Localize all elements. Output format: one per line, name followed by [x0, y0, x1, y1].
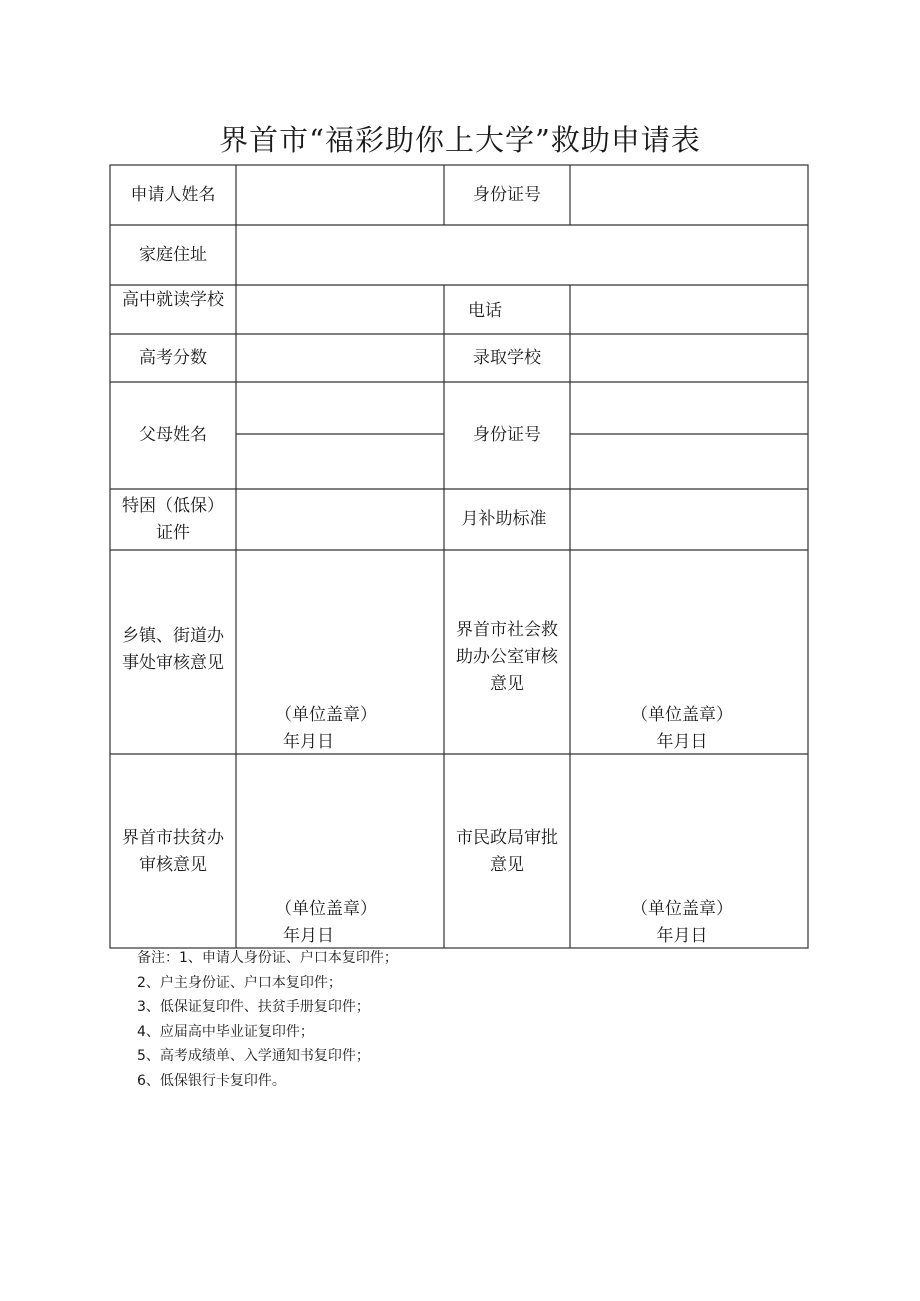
town-opinion-label-line-2: 事处审核意见	[122, 653, 224, 673]
poverty-office-stamp	[256, 896, 396, 950]
poverty-office-field[interactable]	[237, 755, 443, 895]
special-cert-label	[110, 489, 236, 550]
note-line: 2、户主身份证、户口本复印件；	[137, 974, 342, 991]
town-opinion-label-line-1: 乡镇、街道办	[122, 626, 224, 646]
high-school-label: 高中就读学校	[122, 290, 224, 310]
applicant-name-field[interactable]	[237, 166, 443, 224]
applicant-name-label: 申请人姓名	[130, 184, 216, 205]
town-stamp-text: （单位盖章）	[275, 705, 377, 725]
id-number-label: 身份证号	[473, 184, 541, 205]
form-title: 界首市“福彩助你上大学”救助申请表	[219, 123, 701, 157]
town-date-text: 年月日	[283, 732, 334, 752]
special-cert-field[interactable]	[237, 490, 443, 549]
exam-score-field[interactable]	[237, 335, 443, 381]
relief-office-label-line-3: 意见	[490, 673, 524, 694]
special-cert-label-line-1: 特困（低保）	[122, 495, 224, 516]
relief-office-label	[444, 616, 570, 698]
poverty-office-date-text: 年月日	[283, 926, 334, 946]
admitted-school-field[interactable]	[571, 335, 807, 381]
mother-id-field[interactable]	[571, 435, 807, 488]
relief-office-field[interactable]	[571, 551, 807, 701]
note-line: 3、低保证复印件、扶贫手册复印件；	[137, 999, 370, 1015]
town-opinion-field[interactable]	[237, 551, 443, 701]
notes-section	[137, 946, 398, 1093]
parents-id-label: 身份证号	[473, 425, 541, 445]
note-line: 5、高考成绩单、入学通知书复印件；	[137, 1048, 370, 1064]
home-address-field[interactable]	[237, 226, 807, 284]
admitted-school-label: 录取学校	[473, 347, 541, 368]
relief-office-stamp-text: （单位盖章）	[631, 705, 733, 725]
civil-affairs-label-line-2: 意见	[490, 855, 524, 875]
poverty-office-label-line-1: 界首市扶贫办	[122, 828, 224, 848]
relief-office-date-text: 年月日	[656, 732, 708, 752]
monthly-subsidy-field[interactable]	[571, 490, 807, 549]
note-line: 6、低保银行卡复印件。	[137, 1072, 286, 1089]
phone-field[interactable]	[571, 286, 807, 333]
monthly-subsidy-label: 月补助标准	[461, 509, 547, 529]
poverty-office-label	[110, 824, 236, 880]
father-id-field[interactable]	[571, 383, 807, 433]
mother-name-field[interactable]	[237, 435, 443, 488]
relief-office-label-line-2: 助办公室审核	[456, 646, 558, 667]
father-name-field[interactable]	[237, 383, 443, 433]
special-cert-label-line-2: 证件	[156, 522, 190, 543]
phone-label: 电话	[468, 300, 502, 321]
poverty-office-stamp-text: （单位盖章）	[275, 899, 377, 919]
town-opinion-label	[110, 620, 236, 680]
id-number-field[interactable]	[571, 166, 807, 224]
exam-score-label: 高考分数	[139, 347, 207, 368]
civil-affairs-date-text: 年月日	[656, 926, 708, 946]
high-school-field[interactable]	[237, 286, 443, 333]
civil-affairs-stamp	[612, 896, 752, 950]
civil-affairs-stamp-text: （单位盖章）	[631, 899, 733, 919]
town-stamp	[256, 702, 396, 756]
home-address-label: 家庭住址	[139, 244, 207, 265]
relief-office-stamp	[612, 702, 752, 756]
civil-affairs-field[interactable]	[571, 755, 807, 895]
civil-affairs-label-line-1: 市民政局审批	[456, 828, 558, 848]
note-line: 备注：1、申请人身份证、户口本复印件；	[137, 950, 398, 966]
poverty-office-label-line-2: 审核意见	[139, 855, 207, 875]
relief-office-label-line-1: 界首市社会救	[456, 619, 558, 640]
note-line: 4、应届高中毕业证复印件；	[137, 1023, 314, 1040]
parents-name-label: 父母姓名	[139, 425, 207, 445]
civil-affairs-label	[444, 824, 570, 880]
